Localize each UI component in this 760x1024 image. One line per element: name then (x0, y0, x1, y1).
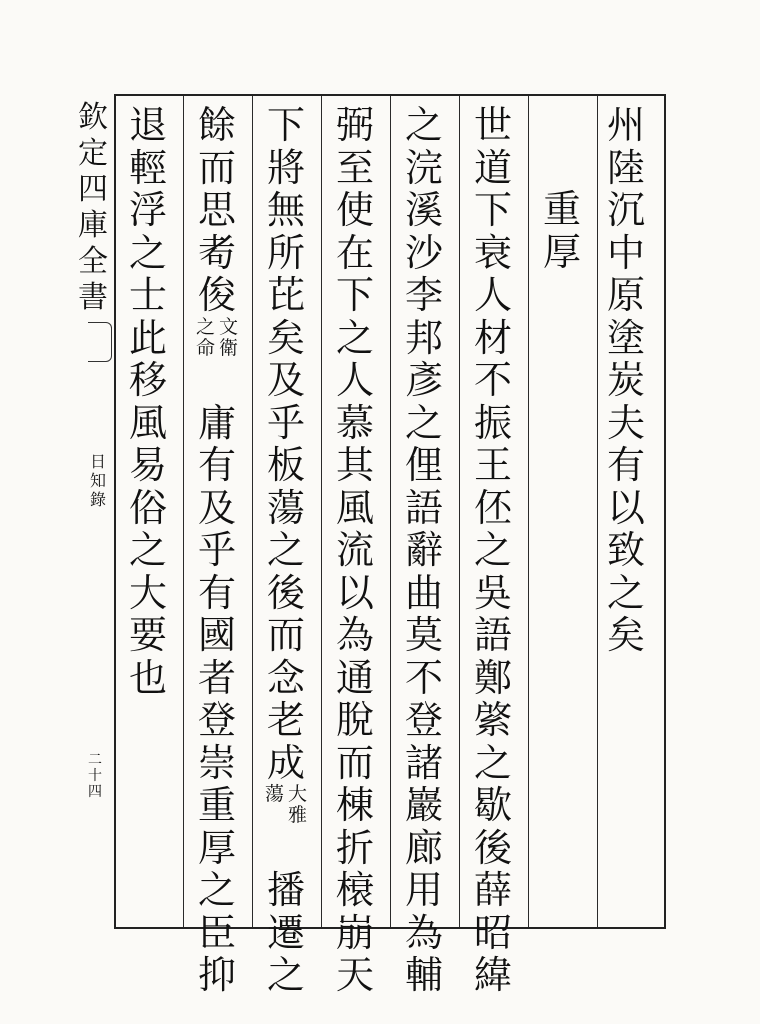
glyph: 炭 (606, 358, 645, 402)
glyph: 厚 (542, 229, 581, 274)
glyph: 中 (606, 230, 645, 275)
column-rule (321, 96, 322, 927)
page-number (88, 752, 102, 800)
glyph: 人 (335, 358, 374, 402)
glyph: 乎 (266, 400, 305, 445)
note-glyph: 之 (195, 315, 215, 338)
note-glyph: 衛 (219, 336, 239, 359)
glyph: 不 (404, 655, 443, 700)
glyph: 歇 (473, 783, 512, 827)
glyph: 鄭 (473, 655, 512, 700)
glyph: 慕 (335, 400, 374, 445)
note-glyph: 命 (195, 336, 215, 359)
glyph: 之 (128, 528, 167, 572)
glyph: 大 (128, 570, 167, 615)
margin-glyph: 日 (90, 452, 107, 471)
glyph: 昭 (473, 910, 512, 955)
margin-glyph: 庫 (78, 208, 108, 243)
glyph: 以 (335, 570, 374, 615)
glyph: 曲 (404, 570, 443, 615)
glyph: 用 (404, 868, 443, 912)
margin-glyph: 定 (78, 136, 108, 171)
glyph: 臣 (197, 910, 236, 955)
glyph: 遷 (266, 910, 305, 955)
glyph: 下 (266, 103, 305, 147)
glyph: 矣 (266, 315, 305, 360)
glyph: 有 (197, 570, 236, 615)
glyph: 弼 (335, 103, 374, 147)
collection-title (78, 100, 108, 316)
margin-glyph: 欽 (78, 100, 108, 135)
glyph: 輕 (128, 145, 167, 190)
interlinear-note (195, 317, 239, 402)
glyph: 榱 (335, 868, 374, 912)
note-glyph: 大 (288, 783, 308, 805)
glyph: 芘 (266, 273, 305, 317)
glyph: 溪 (404, 188, 443, 232)
glyph: 使 (335, 188, 374, 232)
glyph: 材 (473, 315, 512, 360)
margin-glyph: 錄 (90, 490, 107, 509)
glyph: 下 (335, 273, 374, 317)
glyph: 成 (266, 740, 305, 785)
glyph: 思 (197, 188, 236, 232)
glyph: 重 (197, 783, 236, 827)
glyph: 流 (335, 528, 374, 572)
glyph: 將 (266, 145, 305, 190)
glyph: 棟 (335, 783, 374, 827)
glyph: 下 (473, 188, 512, 232)
glyph: 之 (473, 740, 512, 785)
glyph: 登 (404, 698, 443, 742)
glyph: 脫 (335, 698, 374, 742)
glyph: 王 (473, 443, 512, 487)
margin-glyph: 知 (90, 471, 107, 490)
glyph: 之 (335, 315, 374, 360)
glyph: 崇 (197, 740, 236, 785)
glyph: 夫 (606, 400, 645, 445)
glyph: 者 (197, 655, 236, 700)
glyph: 不 (473, 358, 512, 402)
glyph: 厚 (197, 825, 236, 870)
glyph: 耇 (197, 230, 236, 275)
glyph: 抑 (197, 953, 236, 997)
glyph: 之 (606, 570, 645, 615)
note-glyph: 雅 (288, 804, 308, 826)
glyph: 其 (335, 443, 374, 487)
glyph: 而 (197, 145, 236, 190)
glyph: 緯 (473, 953, 512, 997)
glyph: 薛 (473, 868, 512, 912)
glyph: 廊 (404, 825, 443, 870)
glyph: 浣 (404, 145, 443, 190)
text-column (402, 104, 446, 997)
note-column-left (265, 784, 284, 869)
glyph: 邦 (404, 315, 443, 360)
glyph: 無 (266, 188, 305, 232)
glyph: 沉 (606, 188, 645, 232)
glyph: 諸 (404, 740, 443, 785)
glyph: 乎 (197, 528, 236, 572)
fishtail-mark (88, 322, 112, 362)
glyph: 庸 (197, 400, 236, 445)
column-rule (459, 96, 460, 927)
glyph: 伾 (473, 485, 512, 530)
glyph: 要 (128, 613, 167, 657)
column-rule (597, 96, 598, 927)
glyph: 風 (335, 485, 374, 530)
column-rule (252, 96, 253, 927)
glyph: 退 (128, 103, 167, 147)
glyph: 語 (404, 485, 443, 530)
glyph: 蕩 (266, 485, 305, 530)
glyph: 之 (197, 868, 236, 912)
section-heading (540, 188, 584, 273)
glyph: 此 (128, 315, 167, 360)
glyph: 州 (606, 103, 645, 147)
glyph: 道 (473, 145, 512, 190)
glyph: 莫 (404, 613, 443, 657)
glyph: 原 (606, 273, 645, 317)
glyph: 世 (473, 103, 512, 147)
column-rule (183, 96, 184, 927)
book-title (90, 452, 106, 509)
glyph: 移 (128, 358, 167, 402)
glyph: 也 (128, 655, 167, 700)
glyph: 浮 (128, 188, 167, 232)
margin-glyph: 十 (88, 768, 102, 784)
text-column (195, 104, 239, 997)
glyph: 人 (473, 273, 512, 317)
glyph: 彥 (404, 358, 443, 402)
glyph: 有 (606, 443, 645, 487)
note-column-right (288, 784, 307, 869)
glyph: 吳 (473, 570, 512, 615)
text-column (333, 104, 377, 997)
glyph: 崩 (335, 910, 374, 955)
glyph: 士 (128, 273, 167, 317)
glyph: 為 (404, 910, 443, 955)
glyph: 之 (473, 528, 512, 572)
column-rule (390, 96, 391, 927)
glyph: 矣 (606, 613, 645, 657)
glyph: 而 (335, 740, 374, 785)
glyph: 之 (266, 528, 305, 572)
text-column (264, 104, 308, 997)
glyph: 及 (197, 485, 236, 530)
glyph: 以 (606, 485, 645, 530)
glyph: 之 (404, 103, 443, 147)
glyph: 念 (266, 655, 305, 700)
glyph: 國 (197, 613, 236, 657)
glyph: 風 (128, 400, 167, 445)
glyph: 播 (266, 868, 305, 912)
glyph: 李 (404, 273, 443, 317)
glyph: 而 (266, 613, 305, 657)
glyph: 天 (335, 953, 374, 997)
glyph: 折 (335, 825, 374, 870)
glyph: 為 (335, 613, 374, 657)
glyph: 在 (335, 230, 374, 275)
note-column-right (219, 317, 238, 402)
glyph: 俚 (404, 443, 443, 487)
margin-glyph: 書 (78, 280, 108, 315)
note-column-left (196, 317, 215, 402)
glyph: 有 (197, 443, 236, 487)
glyph: 之 (404, 400, 443, 445)
glyph: 登 (197, 698, 236, 742)
glyph: 俗 (128, 485, 167, 530)
glyph: 重 (542, 187, 581, 231)
glyph: 餘 (197, 103, 236, 147)
glyph: 輔 (404, 953, 443, 997)
margin-glyph: 二 (88, 752, 102, 768)
glyph: 沙 (404, 230, 443, 275)
glyph: 衰 (473, 230, 512, 275)
note-glyph: 蕩 (264, 783, 284, 805)
glyph: 通 (335, 655, 374, 700)
margin-glyph: 全 (78, 244, 108, 279)
glyph: 板 (266, 443, 305, 487)
glyph: 辭 (404, 528, 443, 572)
glyph: 之 (266, 953, 305, 997)
margin-glyph: 四 (78, 172, 108, 207)
glyph: 俊 (197, 273, 236, 317)
glyph: 語 (473, 613, 512, 657)
glyph: 塗 (606, 315, 645, 360)
glyph: 振 (473, 400, 512, 445)
glyph: 陸 (606, 145, 645, 190)
glyph: 之 (128, 230, 167, 275)
glyph: 及 (266, 358, 305, 402)
interlinear-note (264, 784, 308, 869)
glyph: 所 (266, 230, 305, 275)
column-rule (528, 96, 529, 927)
glyph: 後 (473, 825, 512, 870)
glyph: 老 (266, 698, 305, 742)
glyph: 後 (266, 570, 305, 615)
text-column (604, 104, 648, 657)
glyph: 至 (335, 145, 374, 190)
text-column (471, 104, 515, 997)
glyph: 綮 (473, 698, 512, 742)
glyph: 易 (128, 443, 167, 487)
margin-glyph: 四 (88, 784, 102, 800)
text-column (126, 104, 170, 699)
glyph: 致 (606, 528, 645, 572)
note-glyph: 文 (219, 315, 239, 338)
glyph: 巖 (404, 783, 443, 827)
